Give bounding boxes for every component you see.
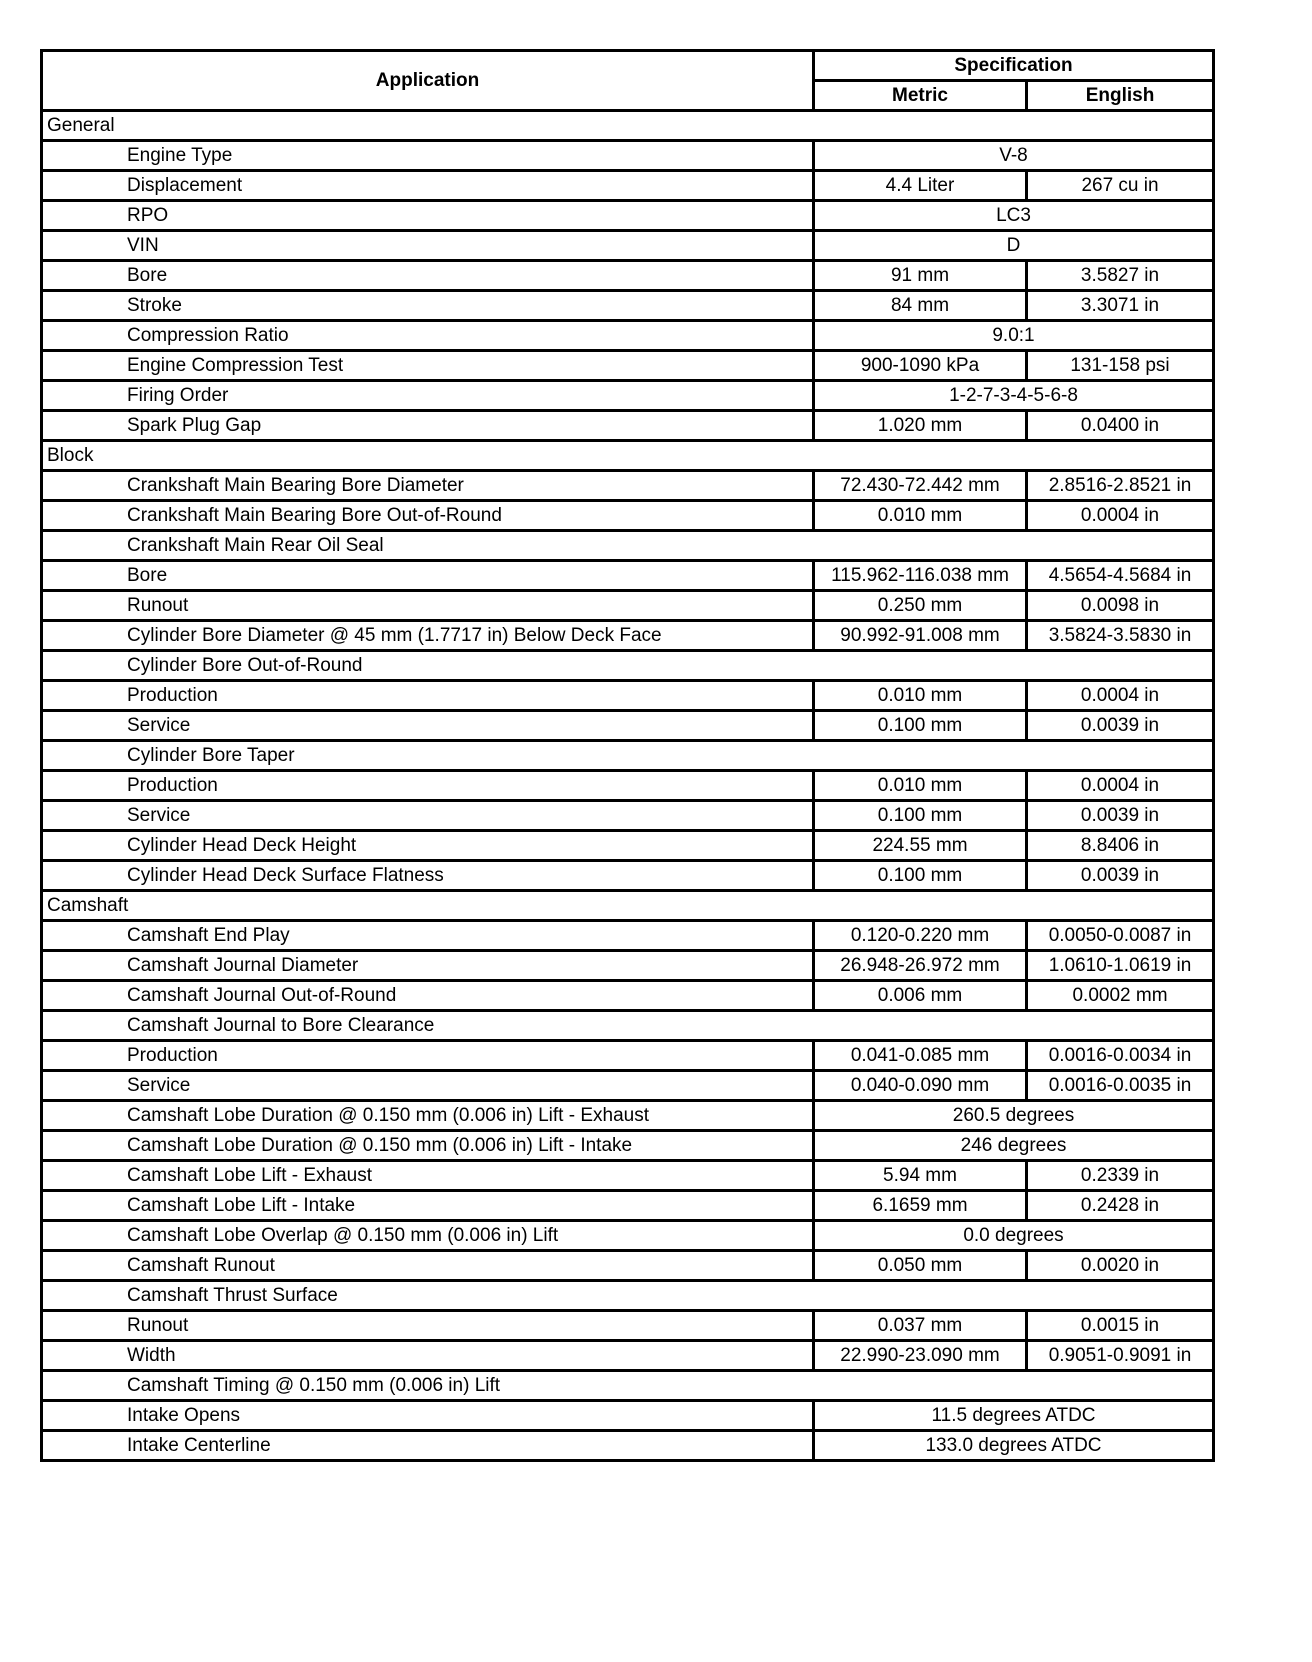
table-row	[42, 1341, 1214, 1371]
english-value: 2.8516-2.8521 in	[1027, 471, 1214, 501]
english-value: 3.5827 in	[1027, 261, 1214, 291]
specification-value: 11.5 degrees ATDC	[814, 1401, 1214, 1431]
table-row	[42, 861, 1214, 891]
application-cell: Runout	[42, 591, 814, 621]
table-row	[42, 1041, 1214, 1071]
table-row	[42, 1191, 1214, 1221]
table-row	[42, 1131, 1214, 1161]
english-value: 3.3071 in	[1027, 291, 1214, 321]
english-value: 267 cu in	[1027, 171, 1214, 201]
application-cell: Camshaft Lobe Lift - Exhaust	[42, 1161, 814, 1191]
application-cell: Camshaft End Play	[42, 921, 814, 951]
application-cell: Compression Ratio	[42, 321, 814, 351]
metric-value: 0.010 mm	[814, 681, 1027, 711]
table-row	[42, 1431, 1214, 1461]
english-value: 0.9051-0.9091 in	[1027, 1341, 1214, 1371]
application-header: Application	[42, 51, 814, 111]
application-cell: Camshaft Journal Out-of-Round	[42, 981, 814, 1011]
application-cell: VIN	[42, 231, 814, 261]
application-cell: Bore	[42, 261, 814, 291]
specification-value: 0.0 degrees	[814, 1221, 1214, 1251]
specification-value: V-8	[814, 141, 1214, 171]
subheading-label: Camshaft Thrust Surface	[42, 1281, 1214, 1311]
application-cell: Crankshaft Main Bearing Bore Diameter	[42, 471, 814, 501]
metric-value: 22.990-23.090 mm	[814, 1341, 1027, 1371]
metric-value: 0.010 mm	[814, 771, 1027, 801]
metric-value: 0.037 mm	[814, 1311, 1027, 1341]
english-value: 0.0004 in	[1027, 501, 1214, 531]
table-row	[42, 1101, 1214, 1131]
table-row	[42, 831, 1214, 861]
metric-value: 0.040-0.090 mm	[814, 1071, 1027, 1101]
english-value: 3.5824-3.5830 in	[1027, 621, 1214, 651]
application-cell: Spark Plug Gap	[42, 411, 814, 441]
application-cell: Engine Type	[42, 141, 814, 171]
metric-value: 900-1090 kPa	[814, 351, 1027, 381]
english-value: 0.2428 in	[1027, 1191, 1214, 1221]
metric-value: 5.94 mm	[814, 1161, 1027, 1191]
subheading-label: Cylinder Bore Out-of-Round	[42, 651, 1214, 681]
application-cell: Intake Opens	[42, 1401, 814, 1431]
table-row	[42, 1221, 1214, 1251]
english-value: 8.8406 in	[1027, 831, 1214, 861]
table-row	[42, 1071, 1214, 1101]
specification-value: 260.5 degrees	[814, 1101, 1214, 1131]
application-cell: RPO	[42, 201, 814, 231]
specification-value: 9.0:1	[814, 321, 1214, 351]
english-value: 0.0050-0.0087 in	[1027, 921, 1214, 951]
specification-table	[40, 49, 1215, 1462]
section-label: Camshaft	[42, 891, 1214, 921]
section-row	[42, 891, 1214, 921]
table-row	[42, 411, 1214, 441]
english-value: 131-158 psi	[1027, 351, 1214, 381]
specification-value: LC3	[814, 201, 1214, 231]
specification-value: D	[814, 231, 1214, 261]
section-label: General	[42, 111, 1214, 141]
english-value: 0.0039 in	[1027, 801, 1214, 831]
table-row	[42, 981, 1214, 1011]
metric-value: 0.100 mm	[814, 801, 1027, 831]
table-row	[42, 711, 1214, 741]
metric-value: 0.120-0.220 mm	[814, 921, 1027, 951]
specification-value: 133.0 degrees ATDC	[814, 1431, 1214, 1461]
metric-value: 115.962-116.038 mm	[814, 561, 1027, 591]
table-row	[42, 951, 1214, 981]
english-value: 0.0004 in	[1027, 771, 1214, 801]
subheading-label: Camshaft Journal to Bore Clearance	[42, 1011, 1214, 1041]
table-row	[42, 591, 1214, 621]
table-row	[42, 351, 1214, 381]
table-row	[42, 201, 1214, 231]
specification-header: Specification	[814, 51, 1214, 81]
table-row	[42, 561, 1214, 591]
metric-header: Metric	[814, 81, 1027, 111]
table-row	[42, 801, 1214, 831]
metric-value: 72.430-72.442 mm	[814, 471, 1027, 501]
table-row	[42, 171, 1214, 201]
metric-value: 91 mm	[814, 261, 1027, 291]
english-header: English	[1027, 81, 1214, 111]
table-row	[42, 621, 1214, 651]
application-cell: Displacement	[42, 171, 814, 201]
table-row	[42, 261, 1214, 291]
table-row	[42, 771, 1214, 801]
metric-value: 4.4 Liter	[814, 171, 1027, 201]
table-row	[42, 291, 1214, 321]
application-cell: Intake Centerline	[42, 1431, 814, 1461]
application-cell: Camshaft Journal Diameter	[42, 951, 814, 981]
english-value: 1.0610-1.0619 in	[1027, 951, 1214, 981]
metric-value: 6.1659 mm	[814, 1191, 1027, 1221]
table-body	[42, 111, 1214, 1461]
application-cell: Engine Compression Test	[42, 351, 814, 381]
application-cell: Camshaft Lobe Duration @ 0.150 mm (0.006 in) Lift - Intake	[42, 1131, 814, 1161]
english-value: 0.0004 in	[1027, 681, 1214, 711]
metric-value: 0.100 mm	[814, 711, 1027, 741]
metric-value: 84 mm	[814, 291, 1027, 321]
application-cell: Production	[42, 1041, 814, 1071]
metric-value: 0.006 mm	[814, 981, 1027, 1011]
metric-value: 224.55 mm	[814, 831, 1027, 861]
metric-value: 90.992-91.008 mm	[814, 621, 1027, 651]
application-cell: Camshaft Lobe Duration @ 0.150 mm (0.006 in) Lift - Exhaust	[42, 1101, 814, 1131]
english-value: 4.5654-4.5684 in	[1027, 561, 1214, 591]
metric-value: 0.250 mm	[814, 591, 1027, 621]
application-cell: Crankshaft Main Bearing Bore Out-of-Round	[42, 501, 814, 531]
metric-value: 0.010 mm	[814, 501, 1027, 531]
english-value: 0.0039 in	[1027, 711, 1214, 741]
subheading-label: Camshaft Timing @ 0.150 mm (0.006 in) Lift	[42, 1371, 1214, 1401]
metric-value: 1.020 mm	[814, 411, 1027, 441]
table-row	[42, 471, 1214, 501]
application-cell: Camshaft Runout	[42, 1251, 814, 1281]
application-cell: Runout	[42, 1311, 814, 1341]
table-row	[42, 741, 1214, 771]
table-row	[42, 921, 1214, 951]
table-row	[42, 1161, 1214, 1191]
application-cell: Firing Order	[42, 381, 814, 411]
english-value: 0.2339 in	[1027, 1161, 1214, 1191]
table-row	[42, 231, 1214, 261]
table-row	[42, 1251, 1214, 1281]
application-cell: Cylinder Head Deck Surface Flatness	[42, 861, 814, 891]
application-cell: Service	[42, 711, 814, 741]
metric-value: 0.100 mm	[814, 861, 1027, 891]
table-header	[42, 51, 1214, 111]
table-row	[42, 321, 1214, 351]
section-row	[42, 111, 1214, 141]
application-cell: Stroke	[42, 291, 814, 321]
table-row	[42, 531, 1214, 561]
application-cell: Production	[42, 681, 814, 711]
specification-value: 1-2-7-3-4-5-6-8	[814, 381, 1214, 411]
section-label: Block	[42, 441, 1214, 471]
english-value: 0.0039 in	[1027, 861, 1214, 891]
specification-value: 246 degrees	[814, 1131, 1214, 1161]
table-row	[42, 1311, 1214, 1341]
english-value: 0.0016-0.0035 in	[1027, 1071, 1214, 1101]
metric-value: 26.948-26.972 mm	[814, 951, 1027, 981]
application-cell: Service	[42, 801, 814, 831]
application-cell: Camshaft Lobe Lift - Intake	[42, 1191, 814, 1221]
table-row	[42, 1371, 1214, 1401]
metric-value: 0.050 mm	[814, 1251, 1027, 1281]
table-row	[42, 381, 1214, 411]
table-row	[42, 1011, 1214, 1041]
table-row	[42, 1401, 1214, 1431]
section-row	[42, 441, 1214, 471]
english-value: 0.0015 in	[1027, 1311, 1214, 1341]
application-cell: Production	[42, 771, 814, 801]
table-row	[42, 141, 1214, 171]
table-row	[42, 1281, 1214, 1311]
table-row	[42, 501, 1214, 531]
english-value: 0.0400 in	[1027, 411, 1214, 441]
english-value: 0.0098 in	[1027, 591, 1214, 621]
application-cell: Service	[42, 1071, 814, 1101]
metric-value: 0.041-0.085 mm	[814, 1041, 1027, 1071]
application-cell: Cylinder Head Deck Height	[42, 831, 814, 861]
application-cell: Width	[42, 1341, 814, 1371]
subheading-label: Cylinder Bore Taper	[42, 741, 1214, 771]
english-value: 0.0016-0.0034 in	[1027, 1041, 1214, 1071]
application-cell: Bore	[42, 561, 814, 591]
table-row	[42, 681, 1214, 711]
english-value: 0.0002 mm	[1027, 981, 1214, 1011]
subheading-label: Crankshaft Main Rear Oil Seal	[42, 531, 1214, 561]
application-cell: Camshaft Lobe Overlap @ 0.150 mm (0.006 in) Lift	[42, 1221, 814, 1251]
application-cell: Cylinder Bore Diameter @ 45 mm (1.7717 in) Below Deck Face	[42, 621, 814, 651]
english-value: 0.0020 in	[1027, 1251, 1214, 1281]
table-row	[42, 651, 1214, 681]
